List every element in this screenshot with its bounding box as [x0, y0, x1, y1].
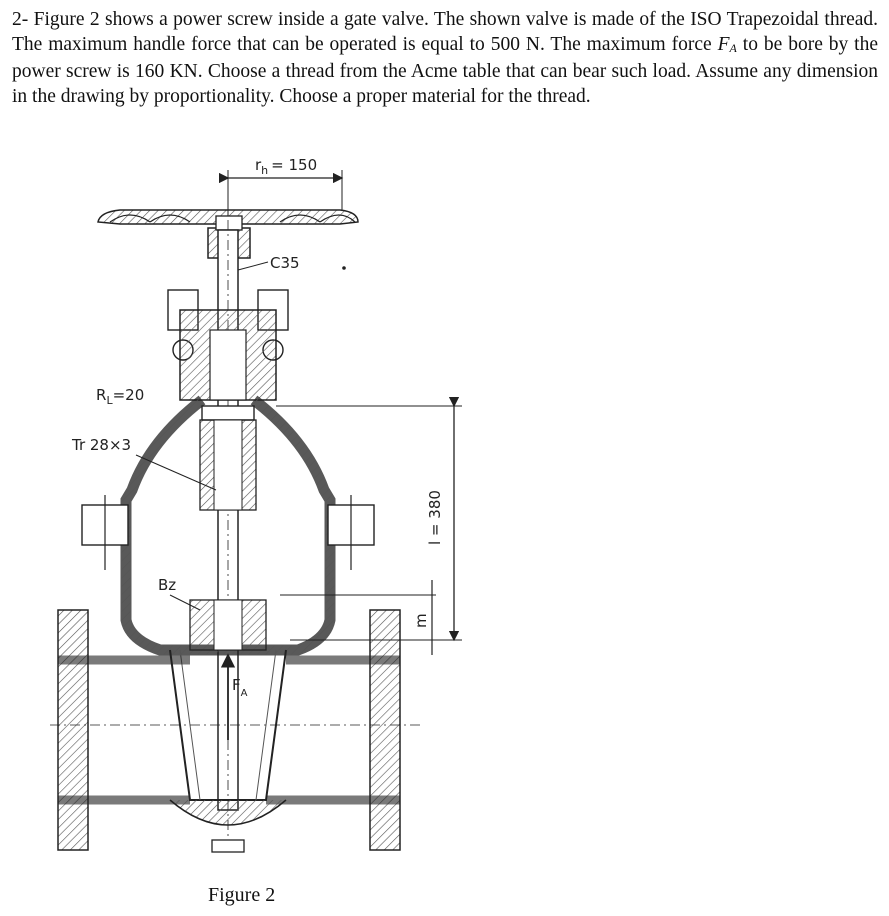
figure-caption: Figure 2 — [208, 884, 276, 906]
force-symbol: $F_A$ — [717, 33, 737, 55]
thread-label: Tr 28×3 — [72, 436, 132, 454]
svg-text:m: m — [412, 613, 430, 628]
problem-rest: to be bore by the power screw is 160 KN. Choose a thread from the Acme table that can bear such load. Assume any dimension in the drawing by proportionality. Choose a proper material for the thread. — [12, 33, 879, 107]
problem-intro: 2- Figure 2 shows a power screw inside a gate valve. The shown valve is made of the ISO Trapezoidal thread. The maximum handle force that can be operated is equal to 500 N. The maximum force — [12, 9, 878, 55]
material-label: C35 — [270, 254, 300, 272]
problem-statement — [12, 8, 878, 109]
bronze-label: Bz — [158, 576, 177, 594]
svg-text:l = 380: l = 380 — [426, 490, 444, 545]
bonnet — [168, 290, 288, 420]
fillet-radius-label: $R_L=20$ — [96, 386, 145, 407]
svg-text:FA: $F_A$ — [232, 676, 248, 699]
svg-text:rh= 150: $r_h = 150$ — [255, 156, 318, 177]
gate-valve-drawing — [40, 150, 470, 862]
